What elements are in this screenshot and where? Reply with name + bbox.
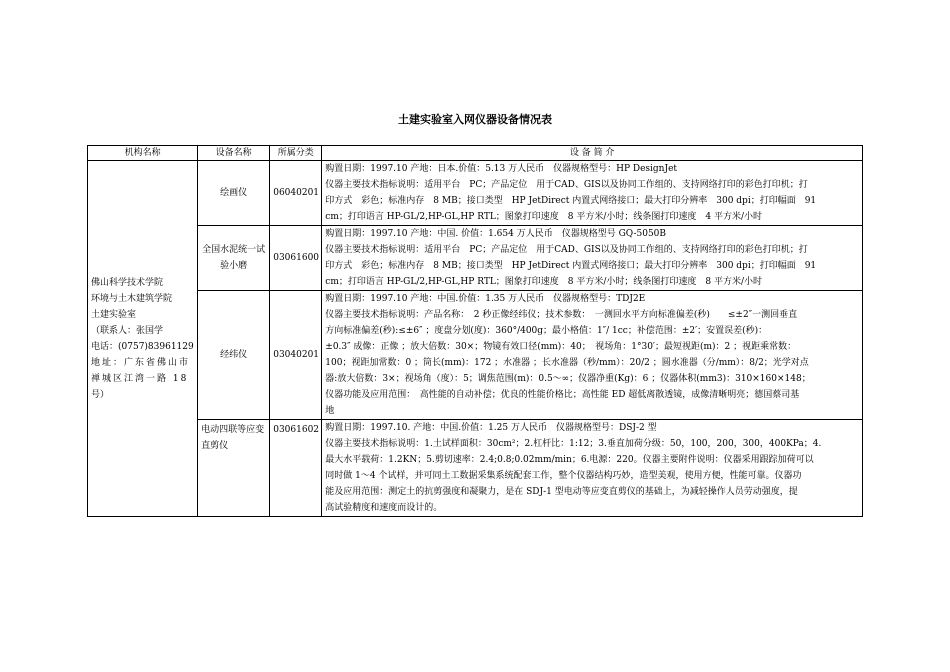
- header-category: 所属分类: [270, 146, 322, 161]
- device-category: 03061600: [270, 226, 322, 291]
- device-intro: [322, 161, 863, 226]
- intro-line: 器:放大倍数：3×；视场角（度）：5；调焦范围(m)：0.5～∞；仪器净重(Kg)：6 ；仪器体积(mm3)：310×160×148；: [325, 374, 811, 384]
- table-row: [88, 226, 863, 291]
- intro-line: 仪器主要技术指标说明：适用平台 PC；产品定位 用于CAD、GIS以及协同工作组的、支持网络打印的彩色打印机；打: [325, 180, 808, 190]
- device-intro: [322, 291, 863, 420]
- intro-line: 仪器主要技术指标说明：产品名称： 2 秒正像经纬仪；技术参数： 一测回水平方向标准偏差(秒) ≤±2″一测回垂直: [325, 310, 798, 320]
- intro-line: 同时做 1～4 个试样，并可同土工数据采集系统配套工作，整个仪器结构巧妙，造型美观，使用方便，性能可靠。仪器功: [325, 471, 802, 481]
- org-cell: [88, 161, 198, 517]
- intro-line: 购置日期：1997.10 产地：日本.价值：5.13 万人民币 仪器规格型号：HP DesignJet: [325, 164, 678, 174]
- org-line: 地址：广东省佛山市: [91, 357, 191, 368]
- table-row: [88, 161, 863, 226]
- device-intro: [322, 226, 863, 291]
- intro-line: 100；视距加常数：0 ；筒长(mm)：172 ；水准器 ；长水准器（秒/mm）：20/2 ；圆水准器（分/mm）：8/2；光学对点: [325, 358, 809, 368]
- intro-line: 仪器主要技术指标说明：适用平台 PC；产品定位 用于CAD、GIS以及协同工作组的、支持网络打印的彩色打印机；打: [325, 245, 808, 255]
- header-device: 设备名称: [198, 146, 270, 161]
- device-name: 经纬仪: [198, 291, 270, 420]
- org-line: （联系人：张国学: [91, 325, 164, 336]
- table-header-row: [88, 146, 863, 161]
- device-name: 绘画仪: [198, 161, 270, 226]
- device-name: 电动四联等应变直剪仪: [198, 420, 270, 517]
- org-line: 禅城区江湾一路 18: [91, 373, 189, 384]
- intro-line: 方向标准偏差(秒):≤±6″ ；度盘分划(度)：360°/400g；最小格值：1″/ 1cc；补偿范围：±2′；安置误差(秒)：: [325, 326, 768, 336]
- org-line: 环境与土木建筑学院: [91, 293, 173, 304]
- intro-line: 购置日期：1997.10. 产地：中国.价值：1.25 万人民币 仪器规格型号：DSJ-2 型: [325, 423, 657, 433]
- intro-line: cm；打印语言 HP-GL/2,HP-GL,HP RTL；图象打印速度 8 平方米/小时；线条图打印速度 4 平方米/小时: [325, 212, 763, 222]
- intro-line: 最大水平载荷：1.2KN；5.剪切速率：2.4;0.8;0.02mm/min；6.电源：220。仪器主要附件说明：仪器采用跟踪加荷可以: [325, 455, 814, 465]
- org-line: 号）: [91, 389, 110, 400]
- device-category: 03061602: [270, 420, 322, 517]
- intro-line: 地: [325, 406, 335, 416]
- table-row: [88, 420, 863, 517]
- intro-line: 购置日期：1997.10 产地：中国. 价值：1.654 万人民币 仪器规格型号 GQ-5050B: [325, 229, 667, 239]
- intro-line: 高试验精度和速度而设计的。: [325, 503, 443, 513]
- header-intro: 设 备 简 介: [322, 146, 863, 161]
- intro-line: 仪器主要技术指标说明：1.土试样面积：30cm²；2.杠杆比：1:12；3.垂直加荷分级：50，100，200，300，400KPa；4.: [325, 439, 822, 449]
- equipment-table: [87, 145, 863, 517]
- intro-line: cm；打印语言 HP-GL/2,HP-GL,HP RTL；图象打印速度 8 平方米/小时；线条图打印速度 8 平方米/小时: [325, 277, 763, 287]
- table-row: [88, 291, 863, 420]
- device-name: 全国水泥统一试验小磨: [198, 226, 270, 291]
- intro-line: 印方式 彩色；标准内存 8 MB；接口类型 HP JetDirect 内置式网络接口；最大打印分辨率 300 dpi；打印幅面 91: [325, 196, 817, 206]
- page-title: 土建实验室入网仪器设备情况表: [398, 113, 552, 126]
- intro-line: 仪器功能及应用范围： 高性能的自动补偿；优良的性能价格比；高性能 ED 超低离散透镜，成像清晰明亮；德国蔡司基: [325, 390, 800, 400]
- intro-line: 印方式 彩色；标准内存 8 MB；接口类型 HP JetDirect 内置式网络接口；最大打印分辨率 300 dpi；打印幅面 91: [325, 261, 817, 271]
- intro-line: 能及应用范围：测定土的抗剪强度和凝聚力，是在 SDJ-1 型电动等应变直剪仪的基础上，为减轻操作人员劳动强度，提: [325, 487, 798, 497]
- device-category: 03040201: [270, 291, 322, 420]
- intro-line: ±0.3″ 成像：正像 ；放大倍数：30×；物镜有效口径(mm)：40； 视场角：1°30′；最短视距(m)：2 ；视距乘常数：: [325, 342, 797, 352]
- header-org: 机构名称: [88, 146, 198, 161]
- org-line: 佛山科学技术学院: [91, 277, 164, 288]
- device-intro: [322, 420, 863, 517]
- org-line: 电话：(0757)83961129: [91, 341, 194, 352]
- device-category: 06040201: [270, 161, 322, 226]
- org-line: 土建实验室: [91, 309, 137, 320]
- intro-line: 购置日期：1997.10 产地：中国.价值：1.35 万人民币 仪器规格型号：TDJ2E: [325, 294, 646, 304]
